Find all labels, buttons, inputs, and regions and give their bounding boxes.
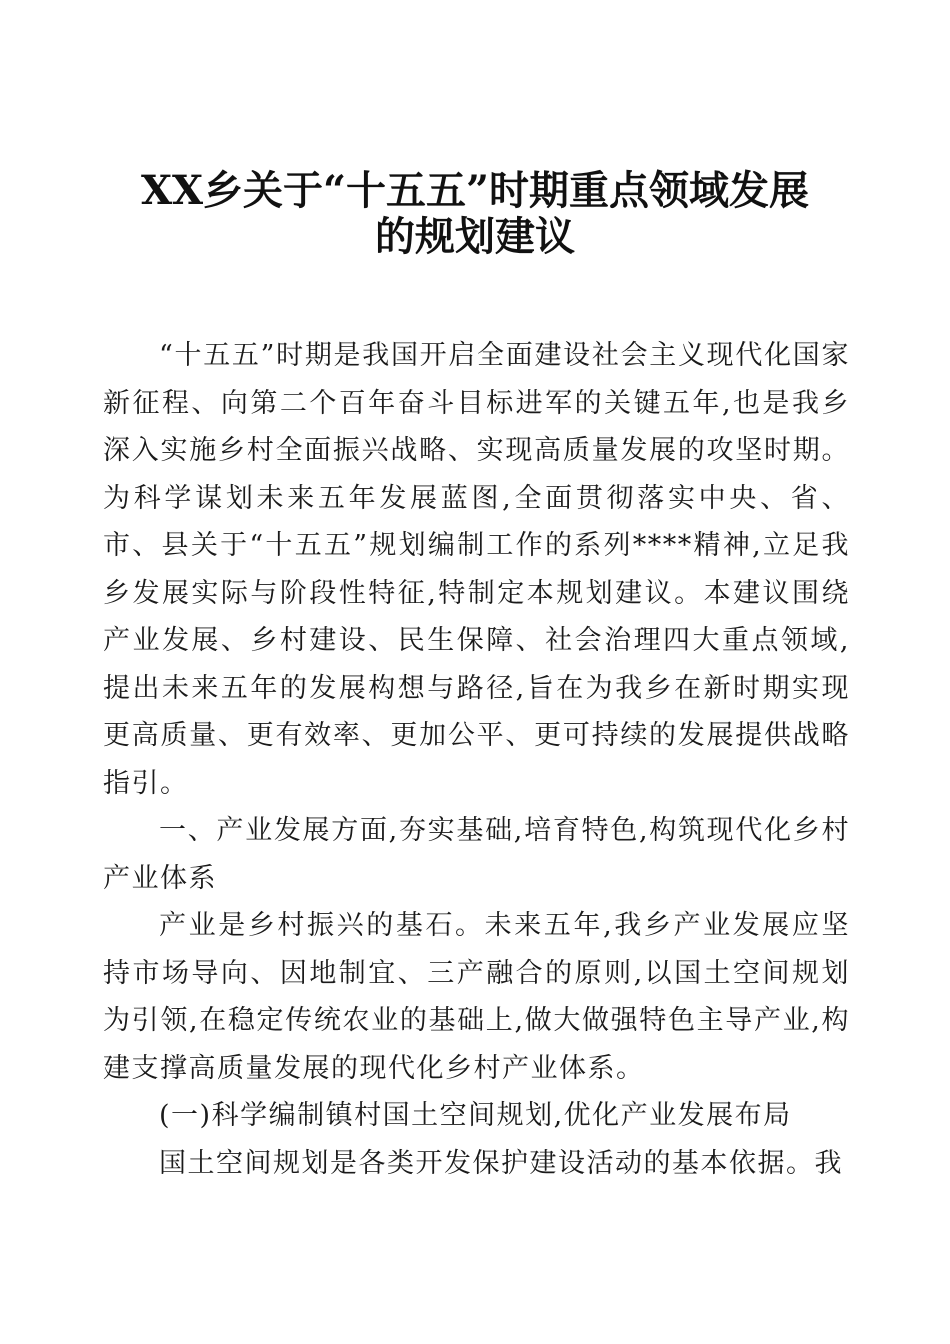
title-line-2: 的规划建议 bbox=[375, 213, 575, 260]
document-body bbox=[103, 332, 850, 1187]
title-line-1: XX乡关于“十五五”时期重点领域发展 bbox=[140, 167, 810, 214]
document-title bbox=[80, 168, 870, 260]
section-heading-industry: 一、产业发展方面,夯实基础,培育特色,构筑现代化乡村产业体系 bbox=[103, 815, 850, 894]
paragraph-planning: 国土空间规划是各类开发保护建设活动的基本依据。我 bbox=[159, 1147, 843, 1179]
subsection-heading-planning: (一)科学编制镇村国土空间规划,优化产业发展布局 bbox=[159, 1100, 792, 1131]
paragraph-industry: 产业是乡村振兴的基石。未来五年,我乡产业发展应坚持市场导向、因地制宜、三产融合的原则,以国土空间规划为引领,在稳定传统农业的基础上,做大做强特色主导产业,构建支撑高质量发展的现代化乡村产业体系。 bbox=[103, 910, 850, 1084]
paragraph-intro: “十五五”时期是我国开启全面建设社会主义现代化国家新征程、向第二个百年奋斗目标进军的关键五年,也是我乡深入实施乡村全面振兴战略、实现高质量发展的攻坚时期。为科学谋划未来五年发展蓝图,全面贯彻落实中央、省、市、县关于“十五五”规划编制工作的系列****精神,立足我乡发展实际与阶段性特征,特制定本规划建议。本建议围绕产业发展、乡村建设、民生保障、社会治理四大重点领域,提出未来五年的发展构想与路径,旨在为我乡在新时期实现更高质量、更有效率、更加公平、更可持续的发展提供战略指引。 bbox=[103, 340, 850, 799]
